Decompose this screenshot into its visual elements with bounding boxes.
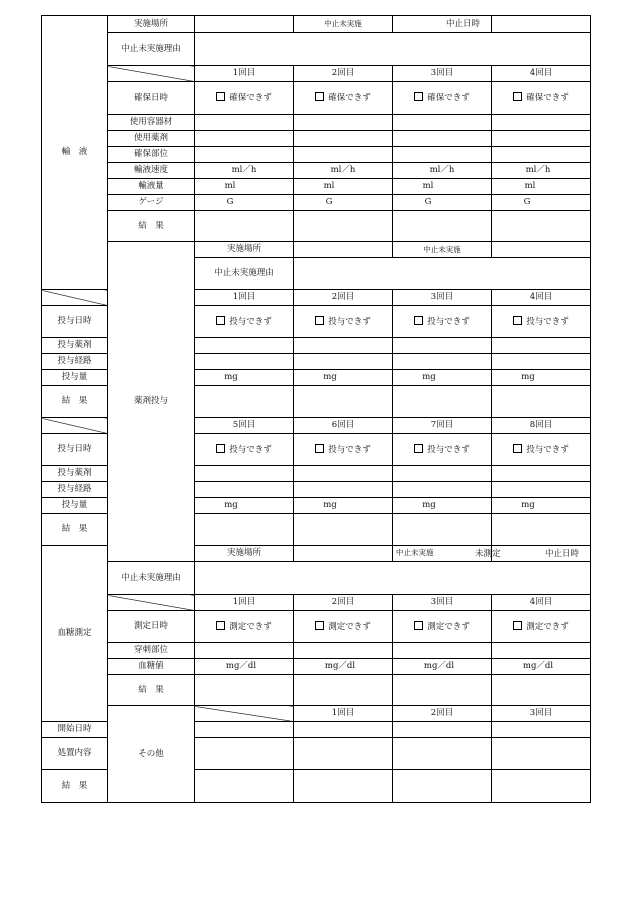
dose-fail-label: 投与できず <box>328 444 371 455</box>
gauge-unit: G <box>523 197 531 208</box>
treatment-field-1[interactable] <box>195 738 294 770</box>
drug-blank-cell[interactable] <box>492 242 591 258</box>
glucose-result-field-3[interactable] <box>393 675 492 706</box>
rate-field-2[interactable] <box>294 163 393 179</box>
round-8-header: 8回目 <box>492 418 591 434</box>
other-result-label: 結 果 <box>42 770 108 803</box>
start-datetime-field-2[interactable] <box>294 722 393 738</box>
dose-result-label: 結 果 <box>42 386 108 418</box>
dose-amount-field-6[interactable] <box>294 498 393 514</box>
dose-fail-checkbox-8[interactable] <box>492 434 591 466</box>
dose-unit: mg <box>422 500 436 511</box>
dose-drug-field-6[interactable] <box>294 466 393 482</box>
volume-unit: ml <box>323 181 335 192</box>
measure-fail-label: 測定できず <box>526 621 569 632</box>
round-2-header: 2回目 <box>393 706 492 722</box>
checkbox-icon <box>216 444 225 453</box>
volume-unit: ml <box>524 181 536 192</box>
infusion-drug-field-1[interactable] <box>195 131 294 147</box>
container-field-4[interactable] <box>492 115 591 131</box>
puncture-site-field-2[interactable] <box>294 643 393 659</box>
measure-fail-label: 測定できず <box>427 621 470 632</box>
dose-drug-field-5[interactable] <box>195 466 294 482</box>
volume-label: 輸液量 <box>108 179 195 195</box>
diagonal-header <box>195 706 294 722</box>
measure-fail-label: 測定できず <box>328 621 371 632</box>
checkbox-icon <box>216 621 225 630</box>
stopped-field[interactable] <box>294 16 393 33</box>
diagonal-header <box>42 290 108 306</box>
checkbox-icon <box>513 92 522 101</box>
infusion-result-label: 結 果 <box>108 211 195 242</box>
not-measured-label: 未測定 <box>475 549 501 559</box>
checkbox-icon <box>414 316 423 325</box>
section-drug-title: 薬剤投与 <box>108 242 195 562</box>
record-form <box>41 15 591 803</box>
secure-site-label: 確保部位 <box>108 147 195 163</box>
start-datetime-field-4[interactable] <box>492 722 591 738</box>
dose-fail-checkbox-1[interactable] <box>195 306 294 338</box>
dose-drug-field-4[interactable] <box>492 338 591 354</box>
round-7-header: 7回目 <box>393 418 492 434</box>
round-3-header: 3回目 <box>492 706 591 722</box>
dose-result-field-6[interactable] <box>294 514 393 546</box>
checkbox-icon <box>414 444 423 453</box>
volume-field-4[interactable] <box>492 179 591 195</box>
stopped-field[interactable] <box>393 242 492 258</box>
glucose-value-field-4[interactable] <box>492 659 591 675</box>
infusion-drug-field-4[interactable] <box>492 131 591 147</box>
checkbox-icon <box>414 92 423 101</box>
other-result-field-3[interactable] <box>393 770 492 803</box>
volume-field-1[interactable] <box>195 179 294 195</box>
dose-route-field-4[interactable] <box>492 354 591 370</box>
glucose-value-field-1[interactable] <box>195 659 294 675</box>
reason-label: 中止未実施理由 <box>108 33 195 66</box>
dose-drug-field-2[interactable] <box>294 338 393 354</box>
place-field[interactable] <box>195 16 294 33</box>
volume-field-2[interactable] <box>294 179 393 195</box>
volume-field-3[interactable] <box>393 179 492 195</box>
measure-fail-checkbox-3[interactable] <box>393 611 492 643</box>
dose-drug-field-8[interactable] <box>492 466 591 482</box>
dose-result-field-7[interactable] <box>393 514 492 546</box>
dose-unit: mg <box>224 372 238 383</box>
round-2-header: 2回目 <box>294 66 393 82</box>
gauge-label: ゲージ <box>108 195 195 211</box>
checkbox-icon <box>513 316 522 325</box>
measure-datetime-label: 測定日時 <box>108 611 195 643</box>
checkbox-icon <box>414 621 423 630</box>
stopped-label: 中止未実施 <box>324 19 362 29</box>
round-6-header: 6回目 <box>294 418 393 434</box>
checkbox-icon <box>513 444 522 453</box>
infusion-drug-field-3[interactable] <box>393 131 492 147</box>
volume-unit: ml <box>422 181 434 192</box>
measure-fail-checkbox-2[interactable] <box>294 611 393 643</box>
glucose-value-field-2[interactable] <box>294 659 393 675</box>
checkbox-icon <box>216 316 225 325</box>
checkbox-icon <box>513 621 522 630</box>
dose-unit: mg <box>323 500 337 511</box>
dose-fail-label: 投与できず <box>427 316 470 327</box>
glucose-unit: mg／dl <box>324 661 356 672</box>
glucose-value-label: 血糖値 <box>108 659 195 675</box>
infusion-result-field-3[interactable] <box>393 211 492 242</box>
glucose-unit: mg／dl <box>423 661 455 672</box>
volume-unit: ml <box>224 181 236 192</box>
round-4-header: 4回目 <box>492 66 591 82</box>
dose-fail-checkbox-4[interactable] <box>492 306 591 338</box>
dose-result-label: 結 果 <box>42 514 108 546</box>
secure-site-field-1[interactable] <box>195 147 294 163</box>
rate-unit: ml／h <box>231 165 257 176</box>
dose-drug-label: 投与薬剤 <box>42 338 108 354</box>
container-field-3[interactable] <box>393 115 492 131</box>
dose-fail-checkbox-5[interactable] <box>195 434 294 466</box>
dose-amount-field-2[interactable] <box>294 370 393 386</box>
dose-route-field-8[interactable] <box>492 482 591 498</box>
dose-route-field-1[interactable] <box>195 354 294 370</box>
dose-amount-field-8[interactable] <box>492 498 591 514</box>
secure-fail-checkbox-1[interactable] <box>195 82 294 115</box>
round-3-header: 3回目 <box>393 595 492 611</box>
reason-field[interactable] <box>195 562 591 595</box>
container-field-2[interactable] <box>294 115 393 131</box>
puncture-site-field-3[interactable] <box>393 643 492 659</box>
stop-datetime-cell[interactable] <box>492 546 591 562</box>
stop-datetime-cell[interactable] <box>393 16 492 33</box>
checkbox-icon <box>216 92 225 101</box>
dose-drug-field-3[interactable] <box>393 338 492 354</box>
dose-result-field-2[interactable] <box>294 386 393 418</box>
section-glucose-title: 血糖測定 <box>42 546 108 722</box>
infusion-result-field-4[interactable] <box>492 211 591 242</box>
diagonal-header <box>42 418 108 434</box>
other-result-field-1[interactable] <box>195 770 294 803</box>
rate-unit: ml／h <box>330 165 356 176</box>
secure-site-field-3[interactable] <box>393 147 492 163</box>
stop-datetime-label: 中止日時 <box>545 549 580 559</box>
treatment-field-4[interactable] <box>492 738 591 770</box>
place-label: 実施場所 <box>108 16 195 33</box>
dose-fail-label: 投与できず <box>526 444 569 455</box>
dose-amount-field-4[interactable] <box>492 370 591 386</box>
dose-result-field-5[interactable] <box>195 514 294 546</box>
round-1-header: 1回目 <box>195 595 294 611</box>
infusion-drug-label: 使用薬剤 <box>108 131 195 147</box>
place-label: 実施場所 <box>195 242 294 258</box>
dose-route-label: 投与経路 <box>42 354 108 370</box>
dose-fail-checkbox-7[interactable] <box>393 434 492 466</box>
treatment-field-3[interactable] <box>393 738 492 770</box>
dose-amount-label: 投与量 <box>42 370 108 386</box>
dose-unit: mg <box>422 372 436 383</box>
glucose-unit: mg／dl <box>225 661 257 672</box>
dose-amount-label: 投与量 <box>42 498 108 514</box>
section-infusion-title: 輸 液 <box>42 16 108 290</box>
measure-fail-label: 測定できず <box>229 621 272 632</box>
glucose-unit: mg／dl <box>522 661 554 672</box>
gauge-unit: G <box>424 197 432 208</box>
other-result-field-2[interactable] <box>294 770 393 803</box>
start-datetime-field-3[interactable] <box>393 722 492 738</box>
glucose-value-field-3[interactable] <box>393 659 492 675</box>
checkbox-icon <box>315 621 324 630</box>
dose-route-field-2[interactable] <box>294 354 393 370</box>
dose-datetime-label: 投与日時 <box>42 434 108 466</box>
rate-field-1[interactable] <box>195 163 294 179</box>
container-label: 使用容器材 <box>108 115 195 131</box>
secure-fail-checkbox-4[interactable] <box>492 82 591 115</box>
dose-route-field-6[interactable] <box>294 482 393 498</box>
section-other-title: その他 <box>108 706 195 803</box>
round-4-header: 4回目 <box>492 290 591 306</box>
gauge-unit: G <box>325 197 333 208</box>
dose-drug-label: 投与薬剤 <box>42 466 108 482</box>
secure-site-field-4[interactable] <box>492 147 591 163</box>
reason-field[interactable] <box>195 33 591 66</box>
round-1-header: 1回目 <box>195 66 294 82</box>
dose-result-field-8[interactable] <box>492 514 591 546</box>
rate-unit: ml／h <box>429 165 455 176</box>
reason-label: 中止未実施理由 <box>108 562 195 595</box>
glucose-result-field-1[interactable] <box>195 675 294 706</box>
glucose-result-field-4[interactable] <box>492 675 591 706</box>
container-field-1[interactable] <box>195 115 294 131</box>
puncture-site-field-4[interactable] <box>492 643 591 659</box>
gauge-field-3[interactable] <box>393 195 492 211</box>
rate-label: 輸液速度 <box>108 163 195 179</box>
dose-datetime-label: 投与日時 <box>42 306 108 338</box>
diagonal-header <box>108 595 195 611</box>
dose-unit: mg <box>224 500 238 511</box>
gauge-unit: G <box>226 197 234 208</box>
rate-field-3[interactable] <box>393 163 492 179</box>
secure-fail-checkbox-2[interactable] <box>294 82 393 115</box>
round-5-header: 5回目 <box>195 418 294 434</box>
infusion-result-field-2[interactable] <box>294 211 393 242</box>
gauge-field-2[interactable] <box>294 195 393 211</box>
treatment-label: 処置内容 <box>42 738 108 770</box>
round-4-header: 4回目 <box>492 595 591 611</box>
place-field[interactable] <box>294 242 393 258</box>
dose-route-field-3[interactable] <box>393 354 492 370</box>
rate-field-4[interactable] <box>492 163 591 179</box>
dose-route-field-7[interactable] <box>393 482 492 498</box>
dose-route-label: 投与経路 <box>42 482 108 498</box>
dose-route-field-5[interactable] <box>195 482 294 498</box>
dose-fail-checkbox-3[interactable] <box>393 306 492 338</box>
puncture-site-field-1[interactable] <box>195 643 294 659</box>
round-3-header: 3回目 <box>393 66 492 82</box>
gauge-field-1[interactable] <box>195 195 294 211</box>
round-1-header: 1回目 <box>195 290 294 306</box>
measure-fail-checkbox-4[interactable] <box>492 611 591 643</box>
measure-fail-checkbox-1[interactable] <box>195 611 294 643</box>
dose-fail-label: 投与できず <box>526 316 569 327</box>
dose-fail-checkbox-2[interactable] <box>294 306 393 338</box>
checkbox-icon <box>315 444 324 453</box>
dose-fail-label: 投与できず <box>328 316 371 327</box>
glucose-result-label: 結 果 <box>108 675 195 706</box>
round-3-header: 3回目 <box>393 290 492 306</box>
stopped-label: 中止未実施 <box>396 548 434 558</box>
rate-unit: ml／h <box>525 165 551 176</box>
dose-drug-field-7[interactable] <box>393 466 492 482</box>
dose-amount-field-5[interactable] <box>195 498 294 514</box>
dose-fail-label: 投与できず <box>229 316 272 327</box>
dose-amount-field-3[interactable] <box>393 370 492 386</box>
dose-result-field-4[interactable] <box>492 386 591 418</box>
diagonal-header <box>108 66 195 82</box>
checkbox-icon <box>315 92 324 101</box>
checkbox-icon <box>315 316 324 325</box>
start-datetime-field-1[interactable] <box>195 722 294 738</box>
place-field[interactable] <box>294 546 393 562</box>
stop-datetime-field[interactable] <box>492 16 591 33</box>
dose-drug-field-1[interactable] <box>195 338 294 354</box>
dose-unit: mg <box>323 372 337 383</box>
dose-unit: mg <box>521 372 535 383</box>
dose-fail-checkbox-6[interactable] <box>294 434 393 466</box>
secure-fail-label: 確保できず <box>526 93 569 104</box>
dose-fail-label: 投与できず <box>427 444 470 455</box>
infusion-drug-field-2[interactable] <box>294 131 393 147</box>
glucose-result-field-2[interactable] <box>294 675 393 706</box>
dose-amount-field-7[interactable] <box>393 498 492 514</box>
secure-fail-label: 確保できず <box>328 93 371 104</box>
secure-site-field-2[interactable] <box>294 147 393 163</box>
stopped-label: 中止未実施 <box>423 244 461 254</box>
place-label: 実施場所 <box>195 546 294 562</box>
dose-unit: mg <box>521 500 535 511</box>
round-1-header: 1回目 <box>294 706 393 722</box>
gauge-field-4[interactable] <box>492 195 591 211</box>
start-datetime-label: 開始日時 <box>42 722 108 738</box>
puncture-site-label: 穿刺部位 <box>108 643 195 659</box>
treatment-field-2[interactable] <box>294 738 393 770</box>
dose-result-field-3[interactable] <box>393 386 492 418</box>
stop-datetime-label: 中止日時 <box>446 19 481 29</box>
dose-amount-field-1[interactable] <box>195 370 294 386</box>
stopped-field[interactable] <box>393 546 501 562</box>
round-2-header: 2回目 <box>294 595 393 611</box>
secure-datetime-label: 確保日時 <box>108 82 195 115</box>
other-result-field-4[interactable] <box>492 770 591 803</box>
round-2-header: 2回目 <box>294 290 393 306</box>
secure-fail-label: 確保できず <box>229 93 272 104</box>
secure-fail-checkbox-3[interactable] <box>393 82 492 115</box>
dose-result-field-1[interactable] <box>195 386 294 418</box>
reason-field[interactable] <box>294 258 591 290</box>
dose-fail-label: 投与できず <box>229 444 272 455</box>
reason-label: 中止未実施理由 <box>195 258 294 290</box>
secure-fail-label: 確保できず <box>427 93 470 104</box>
infusion-result-field-1[interactable] <box>195 211 294 242</box>
